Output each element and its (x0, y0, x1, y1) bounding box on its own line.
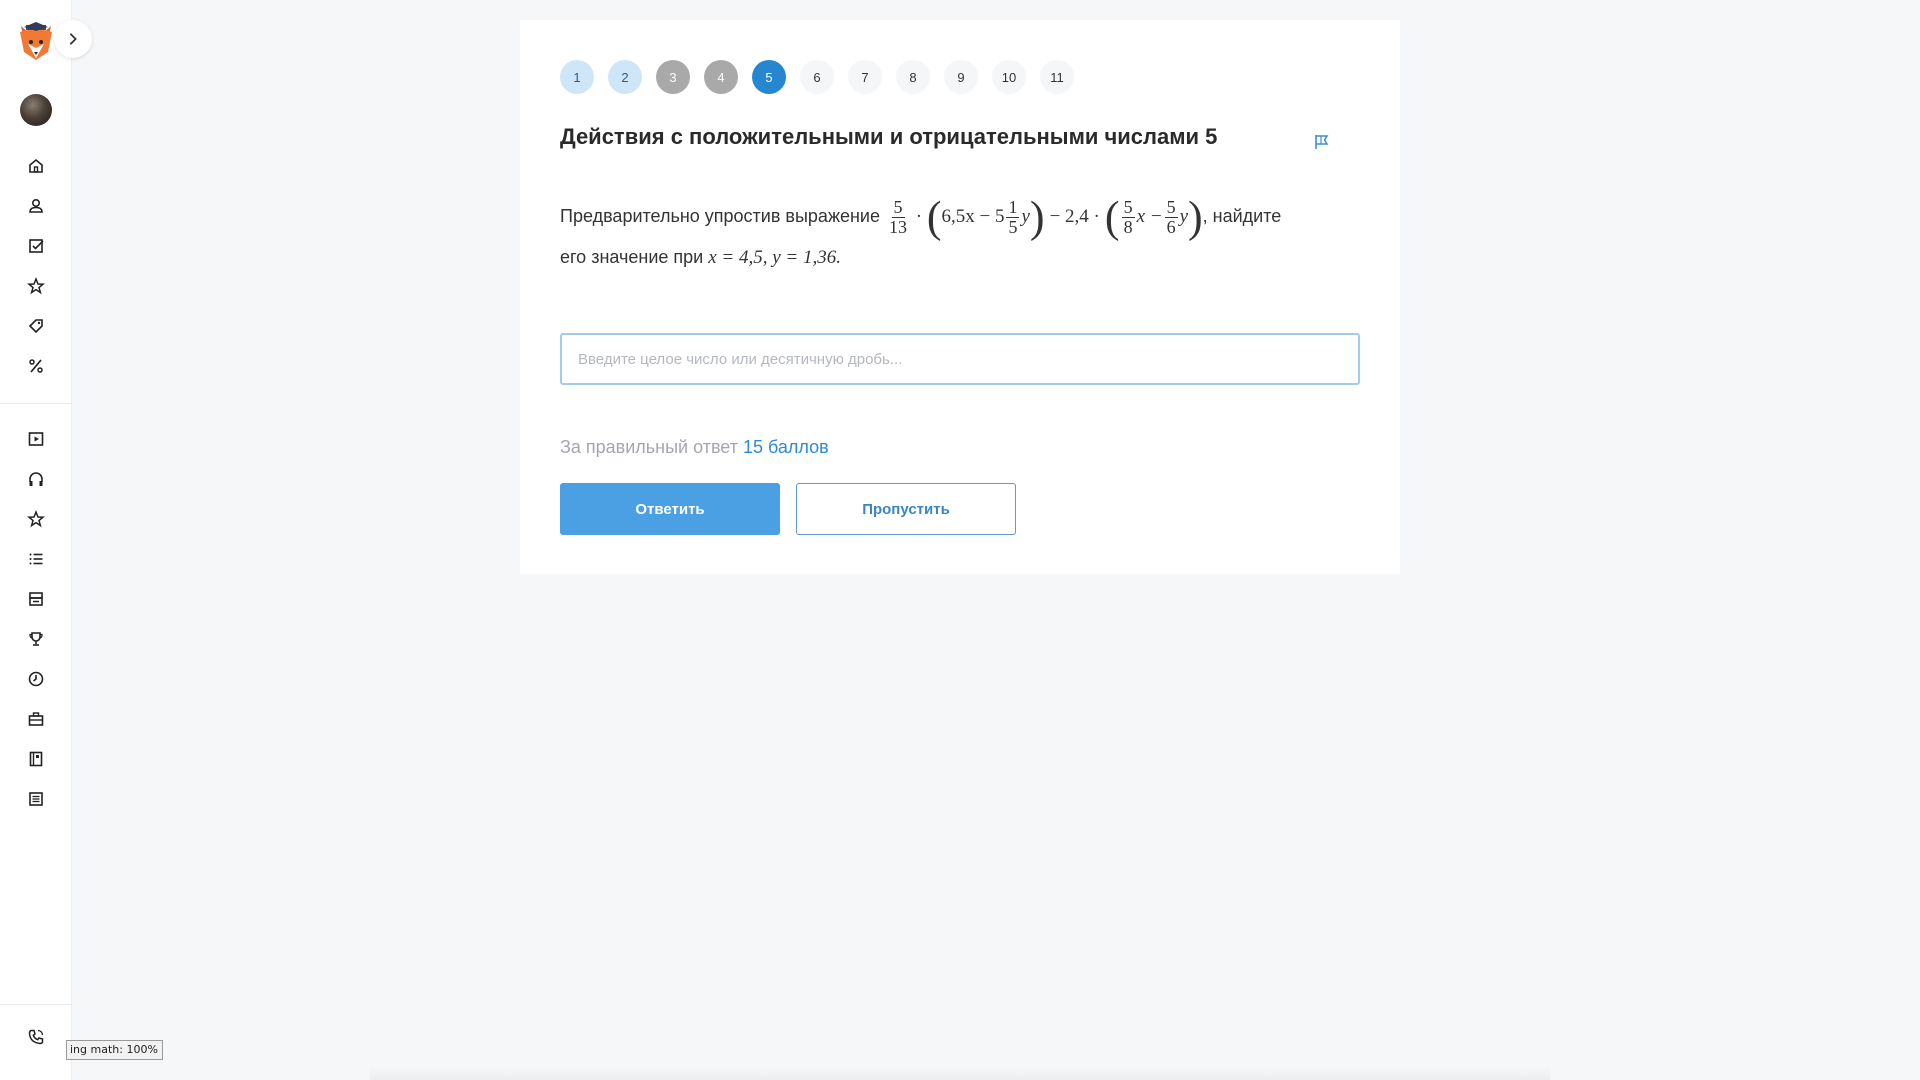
trophy-icon (27, 630, 45, 648)
step-5[interactable]: 5 (752, 60, 786, 94)
task-card (520, 20, 1400, 574)
tasks-icon (27, 237, 45, 255)
bottom-shadow (370, 1066, 1550, 1080)
expand-sidebar-button[interactable] (54, 20, 92, 58)
fraction: $\frac{5}{8}$ (1123, 196, 1133, 237)
chevron-right-icon (66, 32, 80, 46)
list-icon (27, 550, 45, 568)
nav-audio[interactable] (20, 463, 52, 495)
percent-icon (27, 357, 45, 375)
expr-part: y (1021, 206, 1030, 227)
star-outline-icon (27, 510, 45, 528)
sidebar-divider (0, 403, 72, 404)
step-9[interactable]: 9 (944, 60, 978, 94)
tag-icon (27, 317, 45, 335)
expr-part: y (1179, 206, 1189, 227)
headphones-icon (27, 470, 45, 488)
nav-portfolio[interactable] (20, 703, 52, 735)
nav-rating[interactable] (20, 503, 52, 535)
step-4[interactable]: 4 (704, 60, 738, 94)
fraction: $\frac{5}{6}$ (1166, 196, 1176, 237)
step-2[interactable]: 2 (608, 60, 642, 94)
profile-icon (27, 197, 45, 215)
step-3[interactable]: 3 (656, 60, 690, 94)
task-text-after: , найдите (1202, 206, 1282, 226)
task-values: x = 4,5, y = 1,36. (708, 247, 841, 269)
phone-icon (27, 1028, 45, 1046)
sidebar (0, 0, 72, 1080)
zoom-status: ing math: 100% (66, 1040, 163, 1060)
step-11[interactable]: 11 (1040, 60, 1074, 94)
answer-input[interactable] (560, 333, 1360, 385)
document-icon (27, 790, 45, 808)
answer-button[interactable]: Ответить (560, 483, 780, 535)
nav-discounts[interactable] (20, 350, 52, 382)
nav-video[interactable] (20, 423, 52, 455)
report-flag-icon[interactable] (1312, 132, 1332, 152)
nav-history[interactable] (20, 663, 52, 695)
skip-button[interactable]: Пропустить (796, 483, 1016, 535)
briefcase-icon (27, 710, 45, 728)
fraction: $\frac{1}{5}$ (1008, 196, 1018, 237)
home-icon (27, 157, 45, 175)
sidebar-divider (0, 1004, 72, 1005)
task-statement: Предварительно упростив выражение $\frac{5}{13}$ · (6,5x − 5 $\frac{1}{5}$ y) − 2,4 · ( $\frac{5}{8}$ x − $\frac{5}{6}$ y), найдите его значение при x = 4,5, y = 1,36. (560, 192, 1282, 269)
expr-part: 6,5x − 5 (941, 206, 1005, 227)
expr-part: − 2,4 · (1049, 206, 1100, 227)
nav-store[interactable] (20, 583, 52, 615)
step-6[interactable]: 6 (800, 60, 834, 94)
nav-library[interactable] (20, 743, 52, 775)
nav-achievements[interactable] (20, 623, 52, 655)
task-text-before: Предварительно упростив выражение (560, 206, 881, 226)
book-icon (27, 750, 45, 768)
nav-documents[interactable] (20, 783, 52, 815)
step-10[interactable]: 10 (992, 60, 1026, 94)
task-text-line2: его значение при (560, 247, 704, 268)
fraction: $\frac{5}{13}$ (889, 196, 908, 237)
clock-icon (27, 670, 45, 688)
nav-home[interactable] (20, 150, 52, 182)
store-icon (27, 590, 45, 608)
step-1[interactable]: 1 (560, 60, 594, 94)
nav-list[interactable] (20, 543, 52, 575)
points-prefix: За правильный ответ (560, 437, 738, 457)
task-title: Действия с положительными и отрицательными числами 5 (560, 124, 1218, 149)
step-7[interactable]: 7 (848, 60, 882, 94)
expr-part: x − (1136, 206, 1163, 227)
nav-tasks[interactable] (20, 230, 52, 262)
nav-profile[interactable] (20, 190, 52, 222)
fox-logo-icon[interactable] (18, 22, 54, 62)
points-info (560, 437, 829, 458)
nav-favorites[interactable] (20, 270, 52, 302)
nav-support[interactable] (20, 1021, 52, 1053)
points-amount: 15 баллов (742, 437, 829, 457)
step-8[interactable]: 8 (896, 60, 930, 94)
avatar[interactable] (20, 94, 52, 126)
video-icon (27, 430, 45, 448)
star-icon (27, 277, 45, 295)
nav-tags[interactable] (20, 310, 52, 342)
